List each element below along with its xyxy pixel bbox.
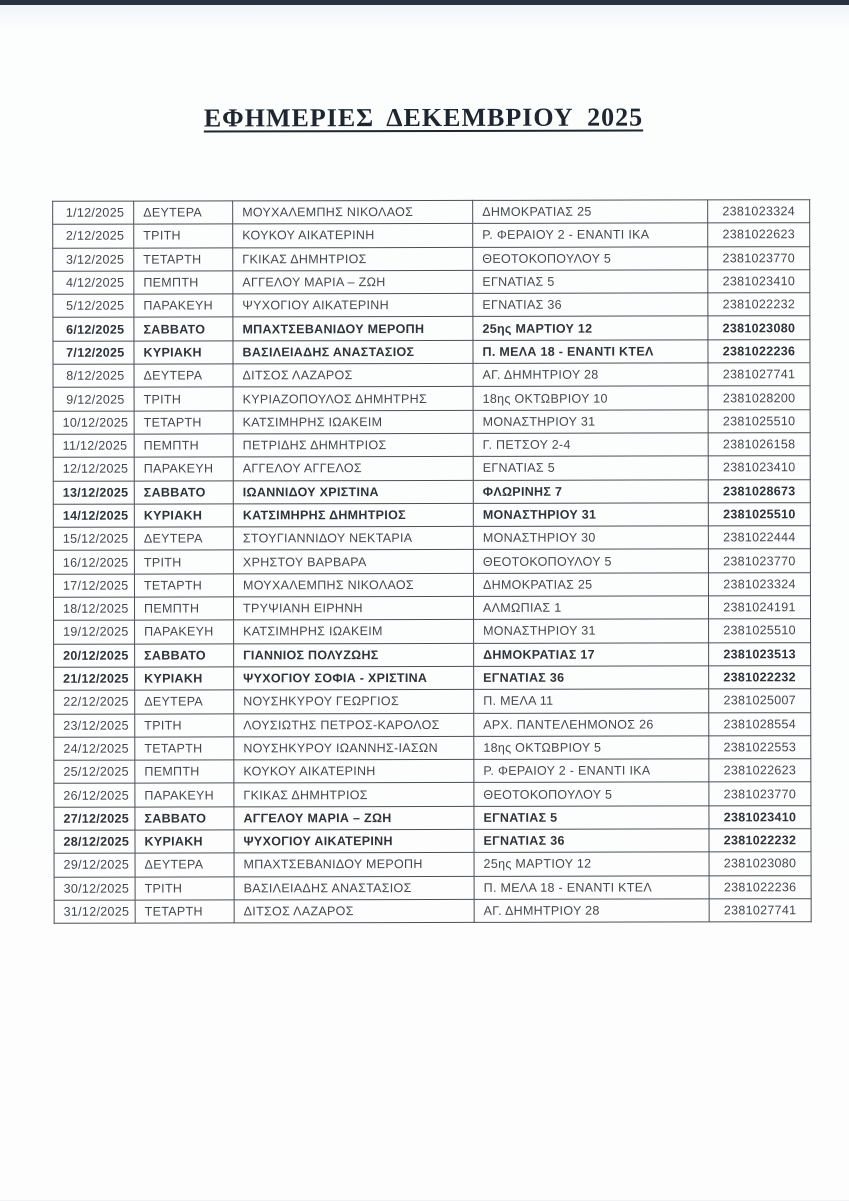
cell-day: ΤΡΙΤΗ	[135, 877, 234, 901]
cell-phone: 2381023324	[708, 200, 810, 224]
cell-day: ΠΕΜΠΤΗ	[134, 597, 233, 621]
table-row	[53, 479, 810, 504]
cell-address: Π. ΜΕΛΑ 11	[474, 689, 709, 713]
cell-date: 26/12/2025	[54, 784, 135, 807]
cell-date: 10/12/2025	[53, 411, 134, 434]
table-row	[53, 503, 810, 528]
cell-address: ΘΕΟΤΟΚΟΠΟΥΛΟΥ 5	[474, 782, 709, 806]
page-title: ΕΦΗΜΕΡΙΕΣ ΔΕΚΕΜΒΡΙΟΥ 2025	[203, 102, 644, 133]
cell-name: ΙΩΑΝΝΙΔΟΥ ΧΡΙΣΤΙΝΑ	[233, 480, 473, 504]
cell-name: ΨΥΧΟΓΙΟΥ ΑΙΚΑΤΕΡΙΝΗ	[234, 829, 474, 853]
cell-name: ΚΑΤΣΙΜΗΡΗΣ ΔΗΜΗΤΡΙΟΣ	[233, 503, 473, 527]
cell-name: ΔΙΤΣΟΣ ΛΑΖΑΡΟΣ	[234, 899, 474, 923]
cell-address: ΕΓΝΑΤΙΑΣ 5	[473, 456, 708, 480]
cell-phone: 2381022236	[709, 875, 811, 899]
cell-phone: 2381023410	[708, 270, 810, 294]
cell-name: ΚΟΥΚΟΥ ΑΙΚΑΤΕΡΙΝΗ	[234, 760, 474, 784]
cell-date: 19/12/2025	[54, 620, 135, 643]
cell-name: ΣΤΟΥΓΙΑΝΝΙΔΟΥ ΝΕΚΤΑΡΙΑ	[233, 527, 473, 551]
cell-address: Π. ΜΕΛΑ 18 - ΕΝΑΝΤΙ ΚΤΕΛ	[474, 876, 709, 900]
cell-name: ΧΡΗΣΤΟΥ ΒΑΡΒΑΡΑ	[233, 550, 473, 574]
cell-date: 20/12/2025	[54, 644, 135, 667]
cell-name: ΜΠΑΧΤΣΕΒΑΝΙΔΟΥ ΜΕΡΟΠΗ	[234, 853, 474, 877]
cell-day: ΠΑΡΑΚΕΥΗ	[134, 294, 233, 318]
cell-phone: 2381022232	[709, 666, 811, 690]
table-row	[53, 293, 810, 318]
cell-phone: 2381023080	[708, 316, 810, 340]
cell-phone: 2381023080	[709, 852, 811, 876]
table-row	[54, 782, 811, 807]
cell-address: ΜΟΝΑΣΤΗΡΙΟΥ 31	[473, 410, 708, 434]
cell-date: 4/12/2025	[53, 271, 134, 294]
cell-name: ΨΥΧΟΓΙΟΥ ΑΙΚΑΤΕΡΙΝΗ	[233, 294, 473, 318]
cell-phone: 2381023410	[709, 805, 811, 829]
cell-address: ΜΟΝΑΣΤΗΡΙΟΥ 31	[473, 503, 708, 527]
cell-day: ΤΕΤΑΡΤΗ	[135, 900, 234, 924]
table-row	[53, 339, 810, 364]
cell-date: 8/12/2025	[53, 364, 134, 387]
cell-date: 31/12/2025	[54, 900, 135, 923]
cell-day: ΚΥΡΙΑΚΗ	[135, 667, 234, 691]
table-row	[53, 433, 810, 458]
cell-phone: 2381028673	[708, 479, 810, 503]
cell-date: 17/12/2025	[53, 574, 134, 597]
table-row	[54, 666, 811, 691]
cell-day: ΔΕΥΤΕΡΑ	[134, 527, 233, 551]
cell-date: 6/12/2025	[53, 318, 134, 341]
cell-name: ΓΙΑΝΝΙΟΣ ΠΟΛΥΖΩΗΣ	[234, 643, 474, 667]
table-row	[54, 759, 811, 784]
cell-phone: 2381023324	[708, 572, 810, 596]
cell-address: ΜΟΝΑΣΤΗΡΙΟΥ 31	[474, 619, 709, 643]
cell-day: ΤΕΤΑΡΤΗ	[134, 574, 233, 598]
cell-name: ΨΥΧΟΓΙΟΥ ΣΟΦΙΑ - ΧΡΙΣΤΙΝΑ	[234, 666, 474, 690]
cell-address: ΑΓ. ΔΗΜΗΤΡΙΟΥ 28	[474, 899, 709, 923]
cell-phone: 2381022232	[709, 829, 811, 853]
cell-date: 24/12/2025	[54, 737, 135, 760]
cell-name: ΚΟΥΚΟΥ ΑΙΚΑΤΕΡΙΝΗ	[233, 224, 473, 248]
cell-address: Ρ. ΦΕΡΑΙΟΥ 2 - ΕΝΑΝΤΙ ΙΚΑ	[473, 223, 708, 247]
cell-day: ΠΑΡΑΚΕΥΗ	[135, 620, 234, 644]
cell-date: 14/12/2025	[53, 504, 134, 527]
cell-address: ΕΓΝΑΤΙΑΣ 5	[474, 806, 709, 830]
cell-address: ΕΓΝΑΤΙΑΣ 36	[474, 829, 709, 853]
cell-date: 21/12/2025	[54, 667, 135, 690]
cell-address: 18ης ΟΚΤΩΒΡΙΟΥ 5	[474, 736, 709, 760]
table-row	[53, 526, 810, 551]
cell-address: ΔΗΜΟΚΡΑΤΙΑΣ 25	[473, 573, 708, 597]
cell-date: 5/12/2025	[53, 294, 134, 317]
cell-address: ΑΛΜΩΠΙΑΣ 1	[473, 596, 708, 620]
table-row	[53, 246, 810, 271]
cell-phone: 2381023770	[708, 549, 810, 573]
cell-name: ΜΟΥΧΑΛΕΜΠΗΣ ΝΙΚΟΛΑΟΣ	[233, 573, 473, 597]
table-row	[54, 689, 811, 714]
cell-name: ΑΓΓΕΛΟΥ ΜΑΡΙΑ – ΖΩΗ	[234, 806, 474, 830]
cell-address: 25ης ΜΑΡΤΙΟΥ 12	[473, 316, 708, 340]
cell-date: 28/12/2025	[54, 830, 135, 853]
cell-date: 3/12/2025	[53, 248, 134, 271]
cell-address: 18ης ΟΚΤΩΒΡΙΟΥ 10	[473, 386, 708, 410]
cell-name: ΓΚΙΚΑΣ ΔΗΜΗΤΡΙΟΣ	[234, 783, 474, 807]
cell-phone: 2381028554	[709, 712, 811, 736]
cell-name: ΜΠΑΧΤΣΕΒΑΝΙΔΟΥ ΜΕΡΟΠΗ	[233, 317, 473, 341]
cell-address: ΘΕΟΤΟΚΟΠΟΥΛΟΥ 5	[473, 549, 708, 573]
cell-day: ΔΕΥΤΕΡΑ	[135, 853, 234, 877]
cell-phone: 2381025510	[709, 619, 811, 643]
cell-day: ΚΥΡΙΑΚΗ	[134, 504, 233, 528]
cell-day: ΤΡΙΤΗ	[134, 550, 233, 574]
cell-phone: 2381022236	[708, 339, 810, 363]
cell-day: ΠΕΜΠΤΗ	[134, 271, 233, 295]
cell-phone: 2381022444	[708, 526, 810, 550]
cell-name: ΤΡΥΨΙΑΝΗ ΕΙΡΗΝΗ	[233, 596, 473, 620]
cell-address: ΑΓ. ΔΗΜΗΤΡΙΟΥ 28	[473, 363, 708, 387]
cell-day: ΔΕΥΤΕΡΑ	[134, 201, 233, 225]
cell-phone: 2381022553	[709, 736, 811, 760]
cell-date: 30/12/2025	[54, 877, 135, 900]
cell-address: ΦΛΩΡΙΝΗΣ 7	[473, 479, 708, 503]
cell-address: ΕΓΝΑΤΙΑΣ 36	[474, 666, 709, 690]
cell-day: ΠΕΜΠΤΗ	[135, 760, 234, 784]
cell-day: ΤΡΙΤΗ	[134, 224, 233, 248]
cell-day: ΠΑΡΑΚΕΥΗ	[134, 457, 233, 481]
cell-day: ΚΥΡΙΑΚΗ	[134, 341, 233, 365]
cell-address: ΕΓΝΑΤΙΑΣ 5	[473, 270, 708, 294]
cell-phone: 2381022232	[708, 293, 810, 317]
cell-name: ΜΟΥΧΑΛΕΜΠΗΣ ΝΙΚΟΛΑΟΣ	[233, 200, 473, 224]
cell-day: ΤΕΤΑΡΤΗ	[135, 737, 234, 761]
cell-name: ΓΚΙΚΑΣ ΔΗΜΗΤΡΙΟΣ	[233, 247, 473, 271]
cell-phone: 2381022623	[709, 759, 811, 783]
cell-day: ΔΕΥΤΕΡΑ	[134, 364, 233, 388]
cell-day: ΤΕΤΑΡΤΗ	[134, 247, 233, 271]
cell-day: ΠΕΜΠΤΗ	[134, 434, 233, 458]
cell-date: 22/12/2025	[54, 690, 135, 713]
cell-date: 23/12/2025	[54, 714, 135, 737]
cell-date: 2/12/2025	[53, 224, 134, 247]
cell-phone: 2381022623	[708, 223, 810, 247]
cell-date: 25/12/2025	[54, 760, 135, 783]
cell-name: ΠΕΤΡΙΔΗΣ ΔΗΜΗΤΡΙΟΣ	[233, 433, 473, 457]
cell-phone: 2381026158	[708, 433, 810, 457]
table-row	[54, 619, 811, 644]
cell-date: 13/12/2025	[53, 481, 134, 504]
cell-phone: 2381027741	[709, 899, 811, 923]
cell-name: ΚΥΡΙΑΖΟΠΟΥΛΟΣ ΔΗΜΗΤΡΗΣ	[233, 387, 473, 411]
cell-address: ΔΗΜΟΚΡΑΤΙΑΣ 17	[474, 643, 709, 667]
cell-phone: 2381023410	[708, 456, 810, 480]
cell-address: Γ. ΠΕΤΣΟΥ 2-4	[473, 433, 708, 457]
cell-address: ΑΡΧ. ΠΑΝΤΕΛΕΗΜΟΝΟΣ 26	[474, 712, 709, 736]
table-row	[53, 549, 810, 574]
cell-day: ΤΡΙΤΗ	[134, 387, 233, 411]
cell-address: ΜΟΝΑΣΤΗΡΙΟΥ 30	[473, 526, 708, 550]
cell-address: ΔΗΜΟΚΡΑΤΙΑΣ 25	[473, 200, 708, 224]
cell-day: ΠΑΡΑΚΕΥΗ	[135, 783, 234, 807]
table-row	[54, 805, 811, 830]
cell-name: ΚΑΤΣΙΜΗΡΗΣ ΙΩΑΚΕΙΜ	[233, 410, 473, 434]
cell-phone: 2381023770	[708, 246, 810, 270]
cell-day: ΣΑΒΒΑΤΟ	[134, 480, 233, 504]
cell-name: ΛΟΥΣΙΩΤΗΣ ΠΕΤΡΟΣ-ΚΑΡΟΛΟΣ	[234, 713, 474, 737]
cell-day: ΤΡΙΤΗ	[135, 713, 234, 737]
cell-name: ΝΟΥΣΗΚΥΡΟΥ ΓΕΩΡΓΙΟΣ	[234, 690, 474, 714]
table-row	[53, 270, 810, 295]
cell-address: ΕΓΝΑΤΙΑΣ 36	[473, 293, 708, 317]
cell-phone: 2381027741	[708, 363, 810, 387]
cell-date: 11/12/2025	[53, 434, 134, 457]
table-row	[53, 223, 810, 248]
table-row	[53, 572, 810, 597]
cell-day: ΤΕΤΑΡΤΗ	[134, 411, 233, 435]
table-row	[54, 899, 811, 924]
table-row	[54, 829, 811, 854]
cell-phone: 2381025510	[708, 409, 810, 433]
table-row	[54, 736, 811, 761]
cell-day: ΔΕΥΤΕΡΑ	[135, 690, 234, 714]
table-row	[53, 596, 810, 621]
cell-date: 16/12/2025	[53, 551, 134, 574]
cell-name: ΔΙΤΣΟΣ ΛΑΖΑΡΟΣ	[233, 363, 473, 387]
cell-address: ΘΕΟΤΟΚΟΠΟΥΛΟΥ 5	[473, 246, 708, 270]
cell-date: 9/12/2025	[53, 387, 134, 410]
cell-name: ΒΑΣΙΛΕΙΑΔΗΣ ΑΝΑΣΤΑΣΙΟΣ	[233, 340, 473, 364]
cell-address: Ρ. ΦΕΡΑΙΟΥ 2 - ΕΝΑΝΤΙ ΙΚΑ	[474, 759, 709, 783]
table-row	[53, 456, 810, 481]
table-row	[53, 200, 810, 225]
table-row	[54, 642, 811, 667]
cell-name: ΑΓΓΕΛΟΥ ΜΑΡΙΑ – ΖΩΗ	[233, 270, 473, 294]
cell-address: Π. ΜΕΛΑ 18 - ΕΝΑΝΤΙ ΚΤΕΛ	[473, 340, 708, 364]
table-row	[53, 386, 810, 411]
table-row	[54, 875, 811, 900]
table-row	[53, 363, 810, 388]
cell-phone: 2381024191	[708, 596, 810, 620]
cell-name: ΒΑΣΙΛΕΙΑΔΗΣ ΑΝΑΣΤΑΣΙΟΣ	[234, 876, 474, 900]
cell-date: 12/12/2025	[53, 457, 134, 480]
table-row	[53, 409, 810, 434]
cell-name: ΝΟΥΣΗΚΥΡΟΥ ΙΩΑΝΝΗΣ-ΙΑΣΩΝ	[234, 736, 474, 760]
cell-day: ΣΑΒΒΑΤΟ	[135, 644, 234, 668]
cell-day: ΚΥΡΙΑΚΗ	[135, 830, 234, 854]
table-row	[53, 316, 810, 341]
table-row	[54, 712, 811, 737]
cell-date: 27/12/2025	[54, 807, 135, 830]
table-row	[54, 852, 811, 877]
cell-phone: 2381028200	[708, 386, 810, 410]
cell-date: 15/12/2025	[53, 527, 134, 550]
duty-roster-table	[52, 199, 812, 924]
cell-phone: 2381025510	[708, 503, 810, 527]
cell-day: ΣΑΒΒΑΤΟ	[135, 807, 234, 831]
cell-name: ΚΑΤΣΙΜΗΡΗΣ ΙΩΑΚΕΙΜ	[234, 620, 474, 644]
cell-address: 25ης ΜΑΡΤΙΟΥ 12	[474, 852, 709, 876]
cell-phone: 2381025007	[709, 689, 811, 713]
cell-date: 7/12/2025	[53, 341, 134, 364]
cell-phone: 2381023513	[709, 642, 811, 666]
cell-date: 18/12/2025	[53, 597, 134, 620]
cell-name: ΑΓΓΕΛΟΥ ΑΓΓΕΛΟΣ	[233, 457, 473, 481]
cell-phone: 2381023770	[709, 782, 811, 806]
cell-date: 1/12/2025	[53, 201, 134, 224]
cell-date: 29/12/2025	[54, 853, 135, 876]
cell-day: ΣΑΒΒΑΤΟ	[134, 317, 233, 341]
